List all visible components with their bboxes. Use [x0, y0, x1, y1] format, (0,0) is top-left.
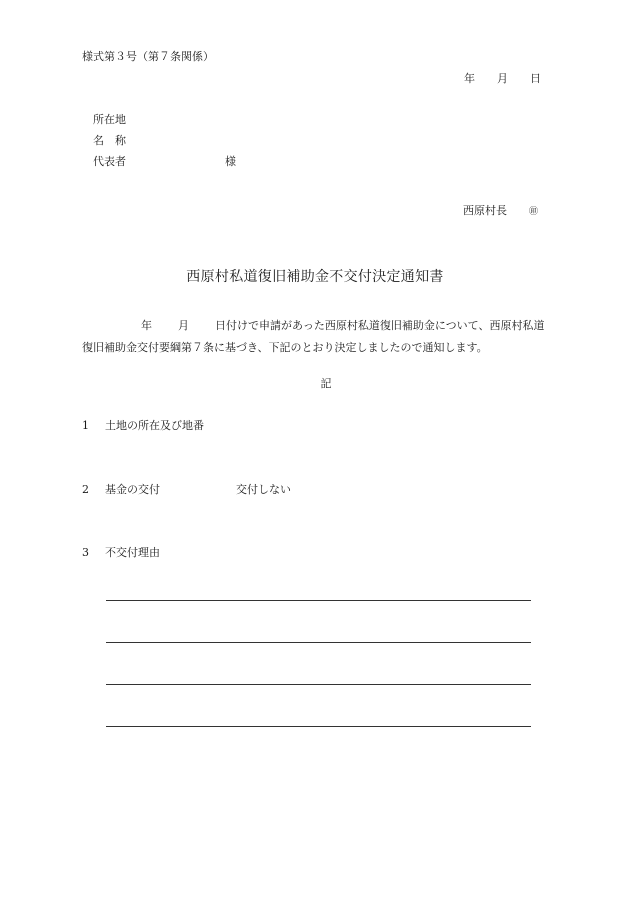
form-number: 様式第３号（第７条関係） — [82, 50, 214, 63]
name-row — [93, 135, 126, 156]
document-title: 西原村私道復旧補助金不交付決定通知書 — [186, 269, 444, 285]
reason-line-4 — [106, 726, 531, 727]
item-label: 不交付理由 — [105, 546, 160, 559]
name-label: 名 称 — [93, 134, 126, 147]
representative-label: 代表者 — [93, 155, 126, 168]
item-land-location — [82, 420, 204, 431]
item-value: 交付しない — [236, 483, 291, 496]
address-row — [93, 114, 126, 135]
address-label: 所在地 — [93, 113, 126, 126]
body-line-1-rest: 日付けで申請があった西原村私道復旧補助金について、西原村私道 — [215, 319, 545, 332]
representative-row — [93, 155, 236, 177]
reason-line-1 — [106, 600, 531, 601]
date-line — [464, 73, 541, 84]
item-number: 3 — [82, 546, 89, 559]
item-number: 2 — [82, 483, 89, 496]
item-label: 土地の所在及び地番 — [105, 419, 204, 432]
date-day: 日 — [530, 72, 541, 85]
sender-name: 西原村長 — [463, 204, 507, 217]
item-fund-grant — [82, 483, 291, 496]
sender-block — [463, 205, 538, 217]
seal-mark: ㊞ — [529, 207, 539, 217]
honorific: 様 — [225, 155, 236, 168]
date-month: 月 — [497, 72, 508, 85]
body-year: 年 — [141, 319, 152, 332]
reason-line-2 — [106, 642, 531, 643]
body-month: 月 — [178, 319, 189, 332]
body-line-2: 復旧補助金交付要綱第７条に基づき、下記のとおり決定しましたので通知します。 — [82, 341, 488, 354]
date-year: 年 — [464, 72, 475, 85]
body-paragraph — [82, 315, 582, 359]
item-non-grant-reason — [82, 547, 160, 558]
item-number: 1 — [82, 419, 89, 432]
reason-line-3 — [106, 684, 531, 685]
recipient-block — [93, 113, 236, 177]
ki-heading: 記 — [320, 377, 332, 390]
body-line-1 — [82, 315, 582, 337]
item-label: 基金の交付 — [105, 483, 160, 496]
